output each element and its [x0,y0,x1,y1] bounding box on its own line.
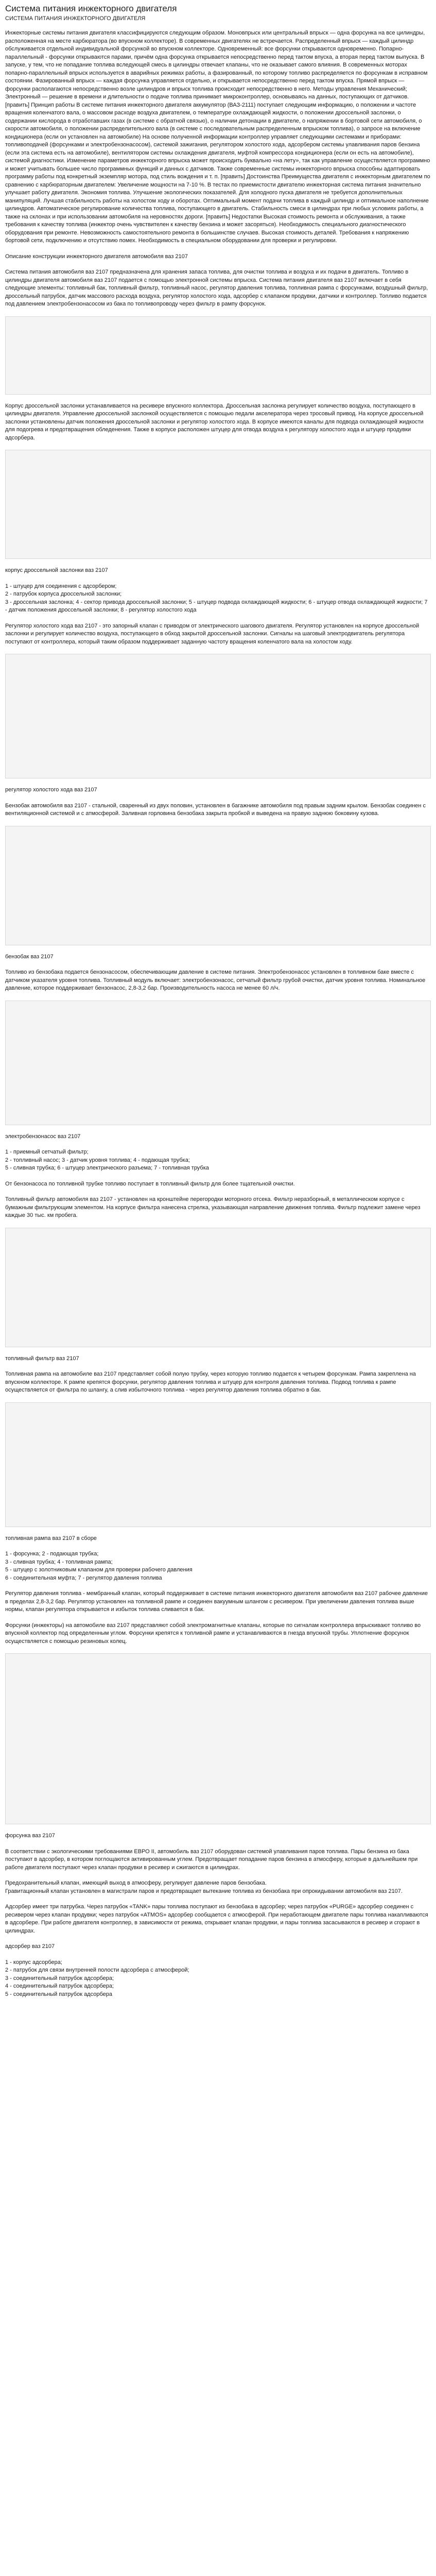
fuel-pump-note: От бензонасоса по топливной трубке топливо поступает в топливный фильтр для более тщательной очистки. [5,1180,295,1187]
page-title: Система питания инжекторного двигателя [5,4,177,13]
throttle-body-caption: корпус дроссельной заслонки ваз 2107 [5,567,108,573]
legend-item: 5 - сливная трубка; 6 - штуцер электрического разъема; 7 - топливная трубка [5,1165,209,1171]
legend-item: 6 - соединительная муфта; 7 - регулятор давления топлива [5,1574,162,1581]
injector-image [5,1653,431,1824]
fuel-rail-caption: топливная рампа ваз 2107 в сборе [5,1535,97,1541]
legend-item: 1 - форсунка; 2 - подающая трубка; [5,1551,99,1557]
legend-item: 2 - патрубок для связи внутренней полости адсорбера с атмосферой; [5,1967,189,1973]
pressure-regulator-paragraph: Регулятор давления топлива - мембранный клапан, который поддерживает в системе питания инжекторного двигателя автомобиля ваз 2107 рабочее давление в пределах 2,8-3,2 бар. Регулятор установлен на топливной рампе и соединен вакуумным шлангом с ресивером. При увеличении давления топлива выше нормы, клапан регулятора открывается и избыток топлива сливается в бак. [5,1590,428,1613]
adsorber-valves-list [5,1879,431,1895]
fuel-tank-caption: бензобак ваз 2107 [5,953,54,960]
fuel-pump-image [5,1001,431,1125]
legend-item: 3 - соединительный патрубок адсорбера; [5,1975,114,1981]
fuel-rail-legend [5,1550,431,1582]
idle-regulator-caption: регулятор холостого хода ваз 2107 [5,787,97,793]
adsorber-paragraph: В соответствии с экологическими требованиями ЕВРО II, автомобиль ваз 2107 оборудован системой улавливания паров топлива. Пары бензина из бака поступают в адсорбер, в котором поглощаются активированным углем. Предотвращает попадание паров бензина в атмосферу, которые в дальнейшем при работе двигателя поступают через клапан продувки в ресивер и сжигаются в цилиндрах. [5,1848,418,1871]
legend-item: 5 - соединительный патрубок адсорбера [5,1991,112,1997]
fuel-pump-caption: электробензонасос ваз 2107 [5,1133,81,1140]
fuel-pump-legend [5,1148,431,1173]
list-item: Предохранительный клапан, имеющий выход в атмосферу, регулирует давление паров бензобака. [5,1880,267,1886]
legend-item: 4 - соединительный патрубок адсорбера; [5,1983,114,1989]
fuel-tank-image [5,826,431,945]
fuel-filter-caption: топливный фильтр ваз 2107 [5,1355,79,1362]
adsorber-operation-paragraph: Адсорбер имеет три патрубка. Через патрубок «TANK» пары топлива поступают из бензобака в адсорбер; через патрубок «PURGE» адсорбер соединен с ресивером через клапан продувки; через патрубок «ATMOS» адсорбер сообщается с атмосферой. При неработающем двигателе пары топлива накапливаются в адсорбере. При работе двигателя контроллер, в зависимости от режима, открывает клапан продувки, и пары топлива засасываются в ресивер и сгорают в цилиндрах. [5,1904,428,1934]
page-subtitle: СИСТЕМА ПИТАНИЯ ИНЖЕКТОРНОГО ДВИГАТЕЛЯ [5,15,146,22]
legend-item: 5 - штуцер с золотниковым клапаном для проверки рабочего давления [5,1567,193,1573]
legend-item: 1 - приемный сетчатый фильтр; [5,1149,89,1155]
throttle-body-paragraph: Корпус дроссельной заслонки устанавливается на ресивере впускного коллектора. Дроссельная заслонка регулирует количество воздуха, поступающего в цилиндры двигателя. Управление дроссельной заслонкой осуществляется с помощью педали акселератора через тросовый привод. На корпусе дроссельной заслонки установлены датчик положения дроссельной заслонки и регулятор холостого хода. В корпусе имеются каналы для подвода охлаждающей жидкости для подогрева и предотвращения обледенения. Также в корпусе расположен штуцер для отвода воздуха к регулятору холостого хода и штуцер продувки адсорбера. [5,402,424,441]
list-item: Гравитационный клапан установлен в магистрали паров и предотвращает вытекание топлива из бензобака при опрокидывании автомобиля ваз 2107. [5,1888,403,1894]
idle-regulator-image [5,654,431,778]
fuel-filter-image [5,1228,431,1347]
section-heading: Описание конструкции инжекторного двигателя автомобиля ваз 2107 [5,253,188,260]
idle-regulator-paragraph: Регулятор холостого хода ваз 2107 - это запорный клапан с приводом от электрического шагового двигателя. Регулятор установлен на корпусе дроссельной заслонки и регулирует количество воздуха, поступающего в обход закрытой дроссельной заслонки. Сигналы на шаговый электродвигатель регулятора поступают от контроллера, который таким образом поддерживает заданную частоту вращения коленчатого вала на холостом ходу. [5,622,420,645]
legend-item: 1 - штуцер для соединения с адсорбером; [5,583,117,589]
legend-item: 3 - дроссельная заслонка; 4 - сектор привода дроссельной заслонки; 5 - штуцер подвода охлаждающей жидкости; 6 - штуцер отвода охлаждающей жидкости; 7 - датчик положения дроссельной заслонки; 8 - регулятор холостого хода [5,599,428,613]
adsorber-legend [5,1959,431,1999]
fuel-pump-paragraph: Топливо из бензобака подается бензонасосом, обеспечивающим давление в системе питания. Электробензонасос установлен в топливном баке вместе с датчиком указателя уровня топлива. Топливный модуль включает: электробензонасос, сетчатый фильтр грубой очистки, датчик уровня топлива. Номинальное давление, которое поддерживает бензонасос, 2,8-3,2 бар. Производительность насоса не менее 60 л/ч. [5,969,426,991]
throttle-body-image [5,450,431,559]
throttle-body-legend [5,583,431,615]
adsorber-caption: адсорбер ваз 2107 [5,1943,55,1950]
fuel-system-diagram-image [5,316,431,395]
fuel-rail-paragraph: Топливная рампа на автомобиле ваз 2107 представляет собой полую трубку, через которую топливо подается к четырем форсункам. Рампа закреплена на впускном коллекторе. К рампе крепятся форсунки, регулятор давления топлива и штуцер для контроля давления топлива. Подвод топлива к рампе осуществляется от фильтра по шлангу, а слив избыточного топлива - через регулятор давления топлива обратно в бак. [5,1371,416,1393]
injector-caption: форсунка ваз 2107 [5,1833,55,1839]
system-description-paragraph: Система питания автомобиля ваз 2107 предназначена для хранения запаса топлива, для очистки топлива и воздуха и их подачи в двигатель. Топливо в цилиндры двигателя автомобиля ваз 2107 подается с помощью электронной системы впрыска. Система питания двигателя ваз 2107 включает в себя следующие элементы: топливный бак, топливный фильтр, топливный насос, регулятор давления топлива, топливная рампа с форсунками, воздушный фильтр, дроссельный патрубок, датчик массового расхода воздуха, регулятор холостого хода, адсорбер с клапаном продувки, датчики и контроллер. Топливо подается под давлением электробензонасосом из бака по топливопроводу через фильтр в рампу форсунок. [5,269,428,307]
legend-item: 1 - корпус адсорбера; [5,1959,62,1965]
legend-item: 2 - патрубок корпуса дроссельной заслонки; [5,591,122,597]
fuel-filter-paragraph: Топливный фильтр автомобиля ваз 2107 - установлен на кронштейне перегородки моторного отсека. Фильтр неразборный, в металлическом корпусе с бумажным фильтрующим элементом. На корпусе фильтра нанесена стрелка, указывающая направление движения топлива. Фильтр подлежит замене через каждые 30 тыс. км пробега. [5,1196,421,1218]
legend-item: 2 - топливный насос; 3 - датчик уровня топлива; 4 - подающая трубка; [5,1157,190,1163]
legend-item: 3 - сливная трубка; 4 - топливная рампа; [5,1558,113,1565]
injector-paragraph: Форсунки (инжекторы) на автомобиле ваз 2107 представляют собой электромагнитные клапаны, которые по сигналам контроллера впрыскивают топливо во впускной коллектор под определенным углом. Форсунки крепятся к топливной рампе и устанавливаются в гнезда впускной трубы. Уплотнение форсунок осуществляется с помощью резиновых колец. [5,1622,421,1645]
fuel-tank-paragraph: Бензобак автомобиля ваз 2107 - стальной, сваренный из двух половин, установлен в багажнике автомобиля под правым задним крылом. Бензобак соединен с вентиляционной системой и с атмосферой. Заливная горловина бензобака закрыта пробкой и выведена на правую заднюю боковину кузова. [5,802,426,817]
intro-paragraph: Инжекторные системы питания двигателя классифицируются следующим образом. Моновпрыск или центральный впрыск — одна форсунка на все цилиндры, расположенная на месте карбюратора (во впускном коллекторе). В современных двигателях не встречается. Распределенный впрыск — каждый цилиндр обслуживается отдельной индивидуальной форсункой во впускном коллекторе. Одновременный: все форсунки открываются одновременно. Попарно-параллельный - форсунки открываются парами, причём одна форсунка открывается непосредственно перед тактом впуска, а вторая перед тактом выпуска. В запуске, у тем, что не попадание топлива вследующей смесь в цилиндры отвечает клапаны, что не оказывает самого влияния. В современных моторах попарно-параллельный впрыск используется в аварийных режимах работы, а фазированный, по которому топливо распределяется по форсункам в исправном состоянии. Фазированный впрыск — каждая форсунка управляется отдельно, и открывается непосредственно перед тактом впуска. Прямой впрыск — форсунки располагаются непосредственно возле цилиндров и впрыск топлива происходит непосредственно в него. Методы управления Механический; Электронный — решение в времени и длительности о подаче топлива принимает микроконтроллер, основываясь на данных, поступающих от датчиков. [править] Принцип работы В системе питания инжекторного двигателя аккумулятор (ВАЗ-2111) поступает следующим информацию, о положении и частоте вращения коленчатого вала, о массовом расходе воздуха двигателем, о температуре охлаждающей жидкости, о положении дроссельной заслонки, о содержании кислорода в отработавших газах (в системе с обратной связью), о наличии детонации в двигателе, о напряжении в бортовой сети автомобиля, о скорости автомобиля, о положении распределительного вала (в системе с последовательным распределенным впрыском топлива), о запросе на включение кондиционера (если он установлен на автомобиле) На основе полученной информации контроллер управляет следующими системами и приборами: топливоподачей (форсунками и электробензонасосом), системой зажигания, регулятором холостого хода, адсорбером системы улавливания паров бензина (если эта система есть на автомобиле), вентилятором системы охлаждения двигателя, муфтой компрессора кондиционера (если он есть на автомобиле), системой диагностики. Изменение параметров инжекторного впрыска может происходить буквально «на лету», так как управление осуществляется программно и может учитывать большее число программных функций и данных с датчиков. Также современные системы инжекторного впрыска способны адаптировать программу работы под конкретный экземпляр мотора, под стиль вождения и т. п. [править] Достоинства Преимущества двигателя с инжекторным двигателем по сравнению с карбюраторным двигателем: Увеличение мощности на 7-10 %. В тестах по приемистости двигателю инжекторная система питания значительно улучшает работу двигателя. Экономия топлива. Улучшение экологических показателей. Для холодного пуска двигателя не требуется дополнительных манипуляций. Лучшая стабильность работы на холостом ходу и оборотах. Оптимальный момент подачи топлива в каждый цилиндр и оптимальное наполнение цилиндров. Автоматическое регулирование количества топлива, поступающего в двигатель. Стабильность смеси в цилиндрах при любых условиях работы, а также на склонах и при использовании автомобиля на неровностях дороги. [править] Недостатки Высокая стоимость ремонта и обслуживания, а также требования к качеству топлива (инжектор очень чувствителен к качеству бензина и может засоряться). Необходимость специального диагностического оборудования при ремонте. Невозможность самостоятельного ремонта в большинстве случаев. Высокая стоимость деталей. Требования к напряжению бортовой сети, подключению и отсутствию помех. Необходимость в специальном оборудовании для проверки и регулировки. [5,30,430,244]
fuel-rail-image [5,1402,431,1527]
